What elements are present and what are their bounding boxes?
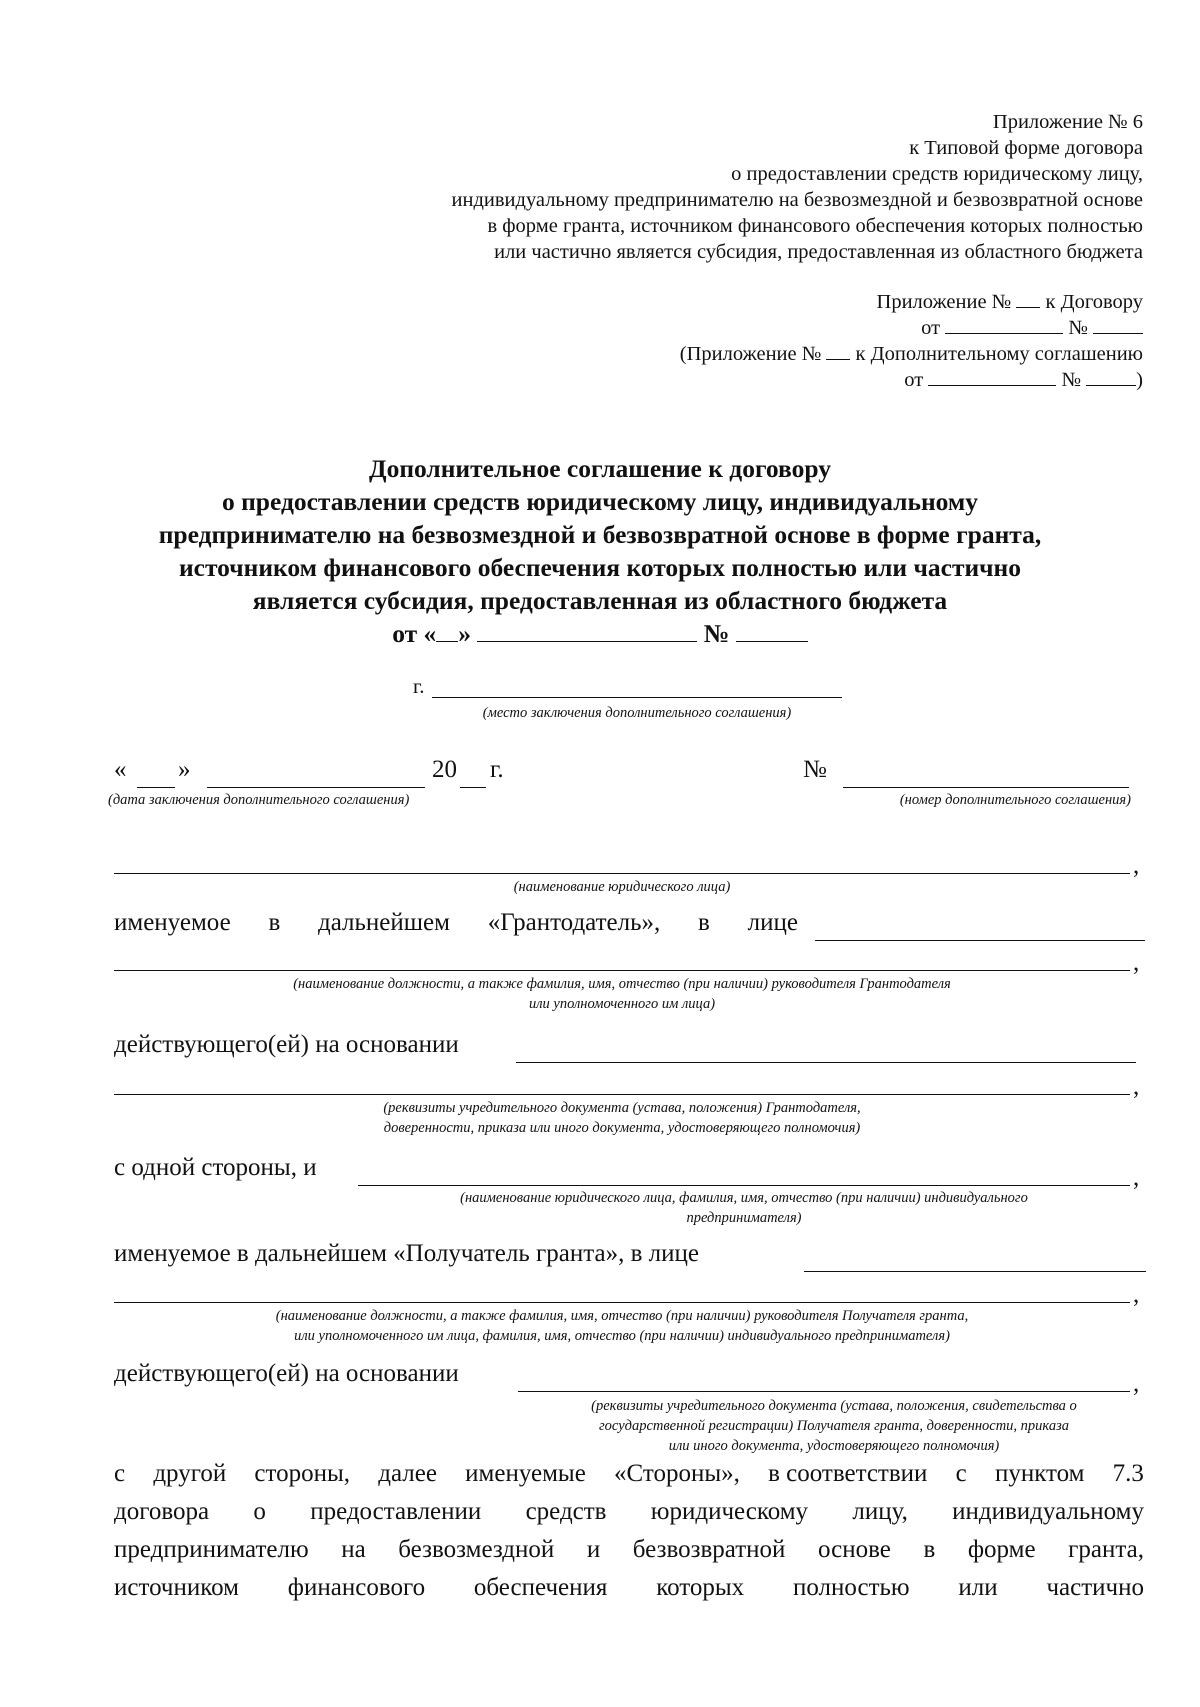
recipient-head-caption: (наименование должности, а также фамилия, имя, отчество (при наличии) руководителя Получателя гранта, или уполномоченного им лица, фамилия, имя, отчество (при наличии) индивидуального предпринимателя): [275, 1308, 969, 1344]
addendum-number-blank[interactable]: [1086, 367, 1136, 386]
place-prefix: г.: [413, 674, 425, 698]
title-line: является субсидия, предоставленная из областного бюджета: [252, 586, 948, 615]
grantor-basis-caption: (реквизиты учредительного документа (устава, положения) Грантодателя, доверенности, приказа или иного документа, удостоверяющего полномочия): [383, 1100, 861, 1136]
recipient-head-blank[interactable]: [114, 1302, 1130, 1303]
date-day-blank[interactable]: [137, 787, 175, 788]
recipient-acting-text: действующего(ей) на основании: [114, 1360, 459, 1387]
one-side-text: с одной стороны, и: [114, 1154, 317, 1181]
contract-number-blank[interactable]: [1093, 315, 1143, 334]
header-appendix-line: или частично является субсидия, предоставленная из областного бюджета: [494, 241, 1143, 263]
grantor-basis-comma: ,: [1133, 1073, 1140, 1100]
body-line: договора о предоставлении средств юридическому лицу, индивидуальному: [114, 1498, 1144, 1525]
header-appendix-line: индивидуальному предпринимателю на безвозмездной и безвозвратной основе: [451, 189, 1143, 211]
title-line: Дополнительное соглашение к договору: [369, 454, 831, 483]
title-date-line: от « » №: [0, 617, 1200, 650]
contract-appendix-line-4: от № ): [904, 369, 1143, 391]
recipient-head-comma: ,: [1133, 1281, 1140, 1308]
header-appendix-line: в форме гранта, источником финансового обеспечения которых полностью: [487, 215, 1143, 237]
grantor-name-comma: ,: [1133, 852, 1140, 879]
recipient-name-caption: (наименование юридического лица, фамилия, имя, отчество (при наличии) индивидуального предпринимателя): [460, 1190, 1028, 1226]
title-day-blank[interactable]: [436, 623, 458, 642]
header-appendix: [452, 109, 1143, 265]
grantor-name-caption: (наименование юридического лица): [513, 879, 731, 895]
body-line: источником финансового обеспечения которых полностью или частично: [114, 1574, 1144, 1601]
body-line: с другой стороны, далее именуемые «Стороны», в соответствии с пунктом 7.3: [114, 1460, 1144, 1487]
addendum-appendix-number-blank[interactable]: [826, 341, 850, 360]
contract-date-blank[interactable]: [945, 315, 1063, 334]
recipient-basis-caption: (реквизиты учредительного документа (устава, положения, свидетельства о государственной регистрации) Получателя гранта, доверенности, приказа или иного документа, удостоверяющего полномочия): [591, 1398, 1077, 1454]
body-paragraph: [114, 1455, 1144, 1607]
number-blank[interactable]: [843, 787, 1129, 788]
addendum-date-blank[interactable]: [928, 367, 1056, 386]
date-close-quote: »: [178, 756, 191, 783]
recipient-name-comma: ,: [1133, 1164, 1140, 1191]
recipient-named-text: именуемое в дальнейшем «Получатель гранта», в лице: [114, 1240, 699, 1267]
contract-appendix-line-1: Приложение № к Договору: [876, 291, 1143, 313]
date-year-blank[interactable]: [460, 787, 486, 788]
contract-appendix: [680, 289, 1143, 393]
title-line: о предоставлении средств юридическому лицу, индивидуальному: [221, 487, 979, 516]
grantor-basis-blank[interactable]: [114, 1094, 1130, 1095]
recipient-head-inline-blank[interactable]: [804, 1271, 1146, 1272]
grantor-name-blank[interactable]: [114, 873, 1130, 874]
place-caption: (место заключения дополнительного соглашения): [482, 705, 792, 721]
date-open-quote: «: [114, 756, 127, 783]
header-appendix-line: Приложение № 6: [992, 111, 1143, 133]
title-month-blank[interactable]: [477, 623, 697, 642]
title-line: источником финансового обеспечения которых полностью или частично: [178, 553, 1021, 582]
body-line: предпринимателю на безвозмездной и безвозвратной основе в форме гранта,: [114, 1536, 1144, 1563]
grantor-basis-inline-blank[interactable]: [516, 1062, 1136, 1063]
title-number-blank[interactable]: [736, 623, 808, 642]
header-appendix-line: к Типовой форме договора: [909, 137, 1143, 159]
recipient-basis-comma: ,: [1133, 1370, 1140, 1397]
place-blank[interactable]: [432, 697, 842, 698]
grantor-head-comma: ,: [1133, 949, 1140, 976]
recipient-name-blank[interactable]: [358, 1185, 1130, 1186]
grantor-head-inline-blank[interactable]: [815, 940, 1145, 941]
date-caption: (дата заключения дополнительного соглашения): [108, 792, 410, 808]
date-month-blank[interactable]: [207, 787, 425, 788]
contract-appendix-line-3: (Приложение № к Дополнительному соглашению: [679, 343, 1143, 365]
title-line: предпринимателю на безвозмездной и безвозвратной основе в форме гранта,: [158, 520, 1042, 549]
grantor-acting-text: действующего(ей) на основании: [114, 1031, 459, 1058]
number-caption: (номер дополнительного соглашения): [899, 792, 1131, 808]
document-title: [0, 452, 1200, 650]
grantor-named-text: именуемое в дальнейшем «Грантодатель», в лице: [114, 909, 798, 936]
grantor-head-caption: (наименование должности, а также фамилия, имя, отчество (при наличии) руководителя Грантодателя или уполномоченного им лица): [293, 976, 951, 1012]
number-label: №: [803, 756, 827, 783]
date-year-suffix: г.: [490, 756, 504, 783]
date-year-prefix: 20: [432, 756, 457, 783]
header-appendix-line: о предоставлении средств юридическому лицу,: [731, 163, 1143, 185]
contract-appendix-line-2: от №: [680, 315, 1143, 341]
recipient-basis-blank[interactable]: [518, 1391, 1130, 1392]
grantor-head-blank[interactable]: [114, 970, 1130, 971]
appendix-number-blank[interactable]: [1016, 289, 1040, 308]
